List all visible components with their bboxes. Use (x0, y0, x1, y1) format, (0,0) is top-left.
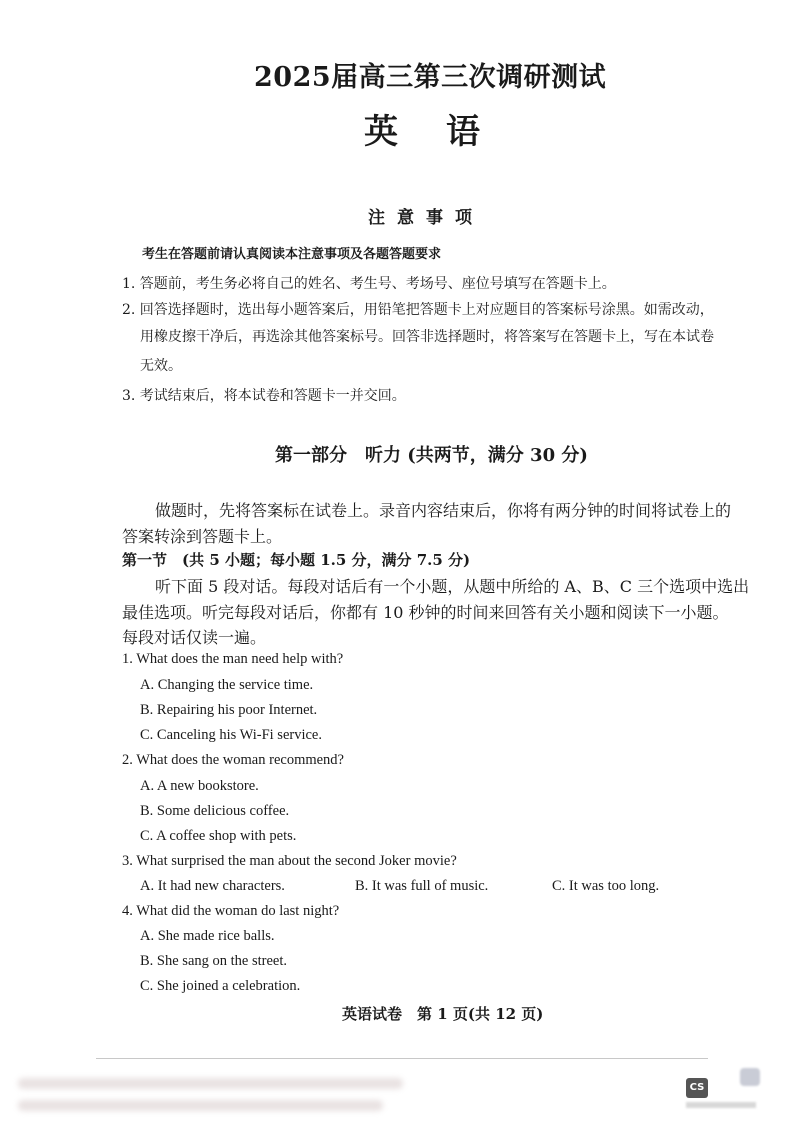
scanner-caption-blur (686, 1102, 756, 1108)
question-1-option-b: B. Repairing his poor Internet. (140, 702, 318, 718)
blurred-text-line (18, 1078, 403, 1089)
blurred-text-line (18, 1100, 383, 1111)
part-1-instructions-line-1: 做题时，先将答案标在试卷上。录音内容结束后，你将有两分钟的时间将试卷上的 (155, 501, 732, 520)
notice-item-1: 1. 答题前，考生务必将自己的姓名、考生号、考场号、座位号填写在答题卡上。 (122, 276, 616, 292)
question-3-option-c: C. It was too long. (552, 878, 660, 894)
question-4-option-c: C. She joined a celebration. (140, 978, 301, 994)
question-3-option-b: B. It was full of music. (355, 878, 489, 894)
section-1-line-3: 每段对话仅读一遍。 (122, 628, 267, 647)
section-1-heading: 第一节 (共 5 小题；每小题 1.5 分，满分 7.5 分) (122, 551, 471, 569)
section-1-line-1: 听下面 5 段对话。每段对话后有一个小题，从题中所给的 A、B、C 三个选项中选出 (155, 577, 750, 596)
scanner-mark-icon (740, 1068, 760, 1086)
notice-heading: 注意事项 (368, 208, 484, 228)
question-3-stem: 3. What surprised the man about the second Joker movie? (122, 853, 457, 869)
exam-title: 2025届高三第三次调研测试 (254, 62, 607, 93)
section-1-line-2: 最佳选项。听完每段对话后，你都有 10 秒钟的时间来回答有关小题和阅读下一小题。 (122, 603, 729, 622)
question-2-option-a: A. A new bookstore. (140, 778, 259, 794)
notice-item-2-line-2: 用橡皮擦干净后，再选涂其他答案标号。回答非选择题时，将答案写在答题卡上，写在本试卷 (140, 329, 714, 345)
question-2-option-b: B. Some delicious coffee. (140, 803, 290, 819)
question-1-stem: 1. What does the man need help with? (122, 651, 344, 667)
part-1-heading: 第一部分 听力 (共两节，满分 30 分) (275, 445, 588, 466)
question-4-option-a: A. She made rice balls. (140, 928, 275, 944)
notice-item-2-line-1: 2. 回答选择题时，选出每小题答案后，用铅笔把答题卡上对应题目的答案标号涂黑。如需改动， (122, 302, 714, 318)
part-1-instructions-line-2: 答案转涂到答题卡上。 (122, 527, 283, 546)
question-3-option-a: A. It had new characters. (140, 878, 285, 894)
scanner-logo: CS (686, 1078, 708, 1098)
question-4-stem: 4. What did the woman do last night? (122, 903, 340, 919)
question-2-option-c: C. A coffee shop with pets. (140, 828, 297, 844)
question-1-option-a: A. Changing the service time. (140, 677, 314, 693)
question-1-option-c: C. Canceling his Wi-Fi service. (140, 727, 322, 743)
question-4-option-b: B. She sang on the street. (140, 953, 287, 969)
page-footer: 英语试卷 第 1 页(共 12 页) (342, 1005, 544, 1023)
notice-intro: 考生在答题前请认真阅读本注意事项及各题答题要求 (142, 247, 442, 262)
notice-item-3: 3. 考试结束后，将本试卷和答题卡一并交回。 (122, 388, 406, 404)
subject-title: 英语 (364, 112, 528, 152)
question-2-stem: 2. What does the woman recommend? (122, 752, 344, 768)
divider (96, 1058, 708, 1059)
notice-item-2-line-3: 无效。 (140, 358, 182, 374)
